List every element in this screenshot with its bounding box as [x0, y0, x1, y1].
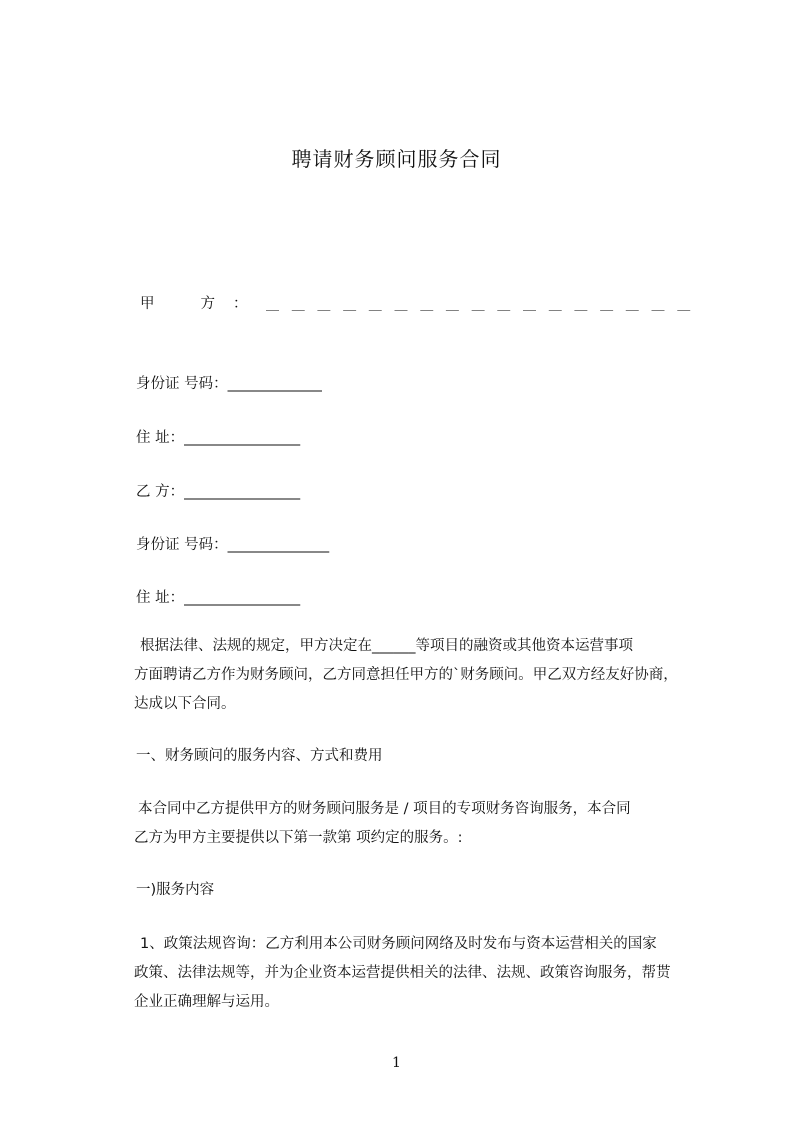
paragraph-intro — [134, 632, 694, 719]
page-number: 1 — [392, 1055, 401, 1071]
paragraph-line: 方面聘请乙方作为财务顾问，乙方同意担任甲方的`财务顾问。甲乙双方经友好协商， — [134, 667, 678, 683]
party-a-label-second: 方 — [200, 296, 215, 312]
document-title: 聘请财务顾问服务合同 — [291, 147, 502, 171]
paragraph-policy — [134, 930, 694, 1017]
paragraph-service — [134, 795, 694, 853]
party-a-id-field: 身份证 号码：_____________ — [136, 376, 322, 392]
party-b-address-field: 住 址：________________ — [136, 590, 301, 606]
paragraph-line: 企业正确理解与运用。 — [134, 994, 279, 1010]
party-a-line — [140, 292, 703, 313]
party-a-blank: ＿＿＿＿＿＿＿＿＿＿＿＿＿＿＿＿＿ — [266, 298, 703, 313]
section-heading-1: 一、财务顾问的服务内容、方式和费用 — [136, 748, 383, 764]
paragraph-line: 达成以下合同。 — [134, 696, 236, 712]
paragraph-line: 政策、法律法规等，并为企业资本运营提供相关的法律、法规、政策咨询服务，帮贳 — [134, 965, 671, 981]
party-a-colon: ： — [233, 296, 248, 312]
paragraph-line: 根据法律、法规的规定，甲方决定在______等项目的融资或其他资本运营事项 — [140, 638, 633, 654]
party-a-address-field: 住 址：________________ — [136, 430, 301, 446]
paragraph-line: 1、政策法规咨询：乙方利用本公司财务顾问网络及时发布与资本运营相关的国家 — [140, 936, 657, 952]
party-b-field: 乙 方：________________ — [136, 484, 301, 500]
subsection-heading-1: 一)服务内容 — [136, 882, 215, 898]
paragraph-line: 乙方为甲方主要提供以下第一款第 项约定的服务。: — [134, 830, 463, 846]
party-a-label-first: 甲 — [140, 296, 155, 312]
paragraph-line: 本合同中乙方提供甲方的财务顾问服务是 / 项目的专项财务咨询服务，本合同 — [138, 801, 631, 817]
party-b-id-field: 身份证 号码：______________ — [136, 537, 330, 553]
